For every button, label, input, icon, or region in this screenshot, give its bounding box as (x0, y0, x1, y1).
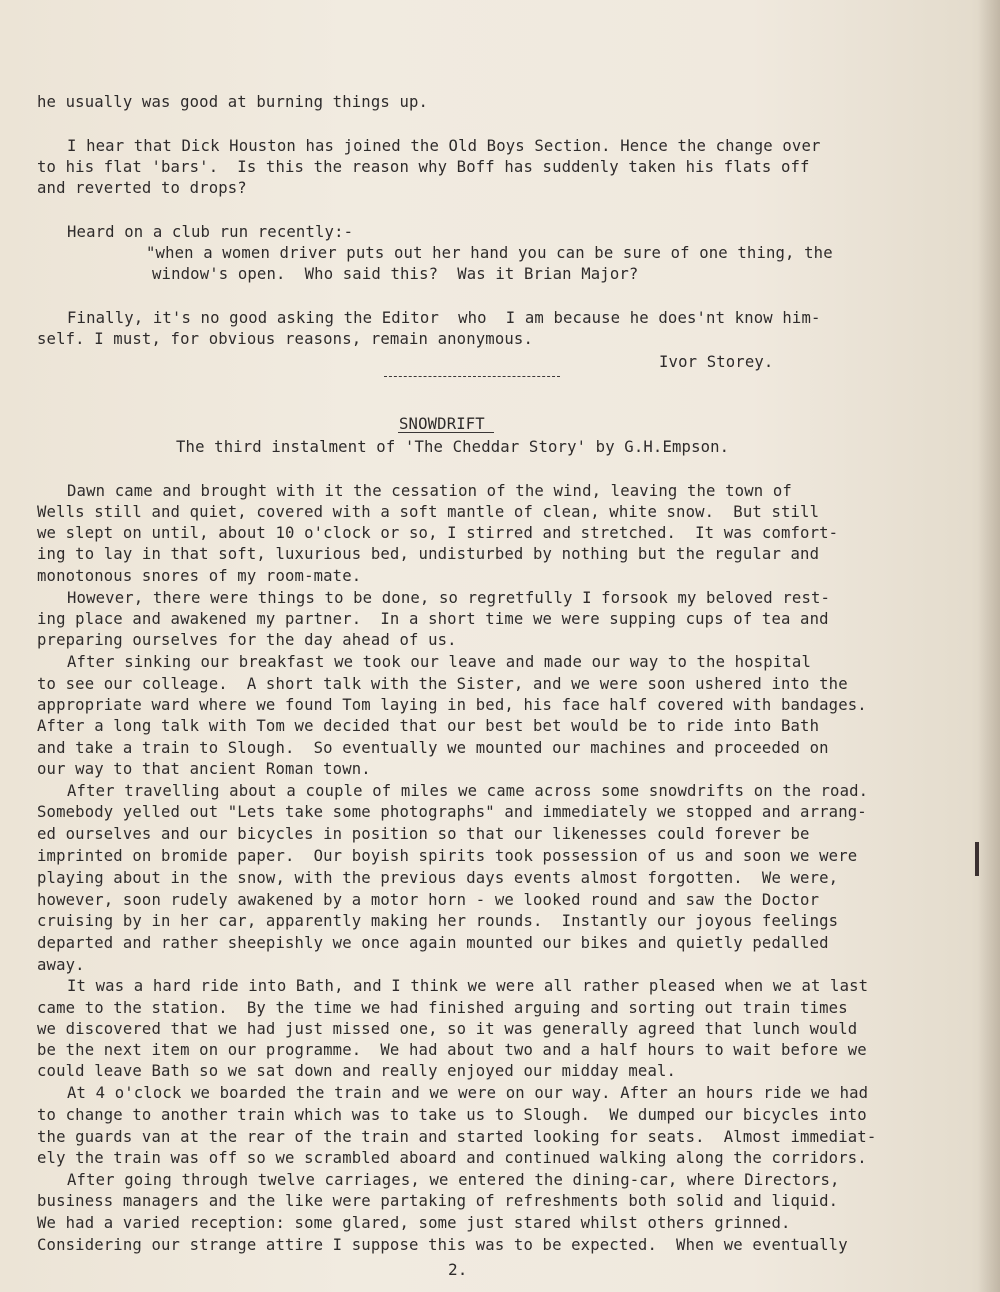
story-line: ing to lay in that soft, luxurious bed, undisturbed by nothing but the regular and (37, 545, 820, 563)
story-line: imprinted on bromide paper. Our boyish spirits took possession of us and soon we were (37, 847, 858, 865)
story-line: departed and rather sheepishly we once again mounted our bikes and quietly pedalled (37, 934, 829, 952)
story-line: We had a varied reception: some glared, some just stared whilst others grinned. (37, 1214, 791, 1232)
story-line: After going through twelve carriages, we entered the dining-car, where Directors, (67, 1171, 840, 1189)
text-line: he usually was good at burning things up. (37, 93, 429, 111)
quote-line: "when a women driver puts out her hand you can be sure of one thing, the (146, 244, 833, 262)
story-line: cruising by in her car, apparently making her rounds. Instantly our joyous feelings (37, 912, 839, 930)
story-line: Somebody yelled out "Lets take some photographs" and immediately we stopped and arrang- (37, 803, 867, 821)
story-line: the guards van at the rear of the train and started looking for seats. Almost immediat- (37, 1128, 877, 1146)
story-line: to see our colleage. A short talk with the Sister, and we were soon ushered into the (37, 675, 848, 693)
story-line: Wells still and quiet, covered with a soft mantle of clean, white snow. But still (37, 503, 820, 521)
story-subheading: The third instalment of 'The Cheddar Story' by G.H.Empson. (176, 438, 730, 456)
story-line: be the next item on our programme. We had about two and a half hours to wait before we (37, 1041, 867, 1059)
story-line: and take a train to Slough. So eventually we mounted our machines and proceeded on (37, 739, 829, 757)
story-line: Dawn came and brought with it the cessation of the wind, leaving the town of (67, 482, 792, 500)
text-line: and reverted to drops? (37, 179, 247, 197)
text-line: Finally, it's no good asking the Editor who I am because he does'nt know him- (67, 309, 821, 327)
author-signature: Ivor Storey. (659, 353, 774, 371)
quote-line: window's open. Who said this? Was it Brian Major? (152, 265, 639, 283)
page-edge-shadow (978, 0, 1000, 1292)
story-line: After travelling about a couple of miles we came across some snowdrifts on the road. (67, 782, 869, 800)
story-line: Considering our strange attire I suppose this was to be expected. When we eventually (37, 1236, 848, 1254)
story-line: monotonous snores of my room-mate. (37, 567, 362, 585)
story-line: preparing ourselves for the day ahead of us. (37, 631, 457, 649)
heading-underline (398, 432, 494, 433)
story-line: ing place and awakened my partner. In a short time we were supping cups of tea and (37, 610, 829, 628)
story-line: to change to another train which was to take us to Slough. We dumped our bicycles into (37, 1106, 867, 1124)
story-line: came to the station. By the time we had finished arguing and sorting out train times (37, 999, 848, 1017)
margin-mark (975, 842, 979, 876)
story-line: business managers and the like were partaking of refreshments both solid and liquid. (37, 1192, 839, 1210)
story-line: could leave Bath so we sat down and really enjoyed our midday meal. (37, 1062, 677, 1080)
story-line: It was a hard ride into Bath, and I think we were all rather pleased when we at last (67, 977, 869, 995)
text-line: self. I must, for obvious reasons, remain anonymous. (37, 330, 533, 348)
story-line: After sinking our breakfast we took our leave and made our way to the hospital (67, 653, 811, 671)
text-line: to his flat 'bars'. Is this the reason why Boff has suddenly taken his flats off (37, 158, 810, 176)
story-line: playing about in the snow, with the previous days events almost forgotten. We were, (37, 869, 839, 887)
story-line: we discovered that we had just missed one, so it was generally agreed that lunch would (37, 1020, 858, 1038)
story-line: appropriate ward where we found Tom laying in bed, his face half covered with bandages. (37, 696, 867, 714)
text-line: I hear that Dick Houston has joined the Old Boys Section. Hence the change over (67, 137, 821, 155)
story-heading: SNOWDRIFT (399, 415, 485, 433)
story-line: we slept on until, about 10 o'clock or so, I stirred and stretched. It was comfort- (37, 524, 839, 542)
story-line: however, soon rudely awakened by a motor horn - we looked round and saw the Doctor (37, 891, 820, 909)
story-line: At 4 o'clock we boarded the train and we were on our way. After an hours ride we had (67, 1084, 869, 1102)
story-line: ed ourselves and our bicycles in position so that our likenesses could forever be (37, 825, 810, 843)
story-line: However, there were things to be done, so regretfully I forsook my beloved rest- (67, 589, 831, 607)
page-number: 2. (448, 1260, 468, 1279)
section-divider (384, 376, 560, 377)
story-line: ely the train was off so we scrambled aboard and continued walking along the corridors. (37, 1149, 867, 1167)
story-line: our way to that ancient Roman town. (37, 760, 371, 778)
story-line: After a long talk with Tom we decided that our best bet would be to ride into Bath (37, 717, 820, 735)
story-line: away. (37, 956, 85, 974)
text-line: Heard on a club run recently:- (67, 223, 354, 241)
